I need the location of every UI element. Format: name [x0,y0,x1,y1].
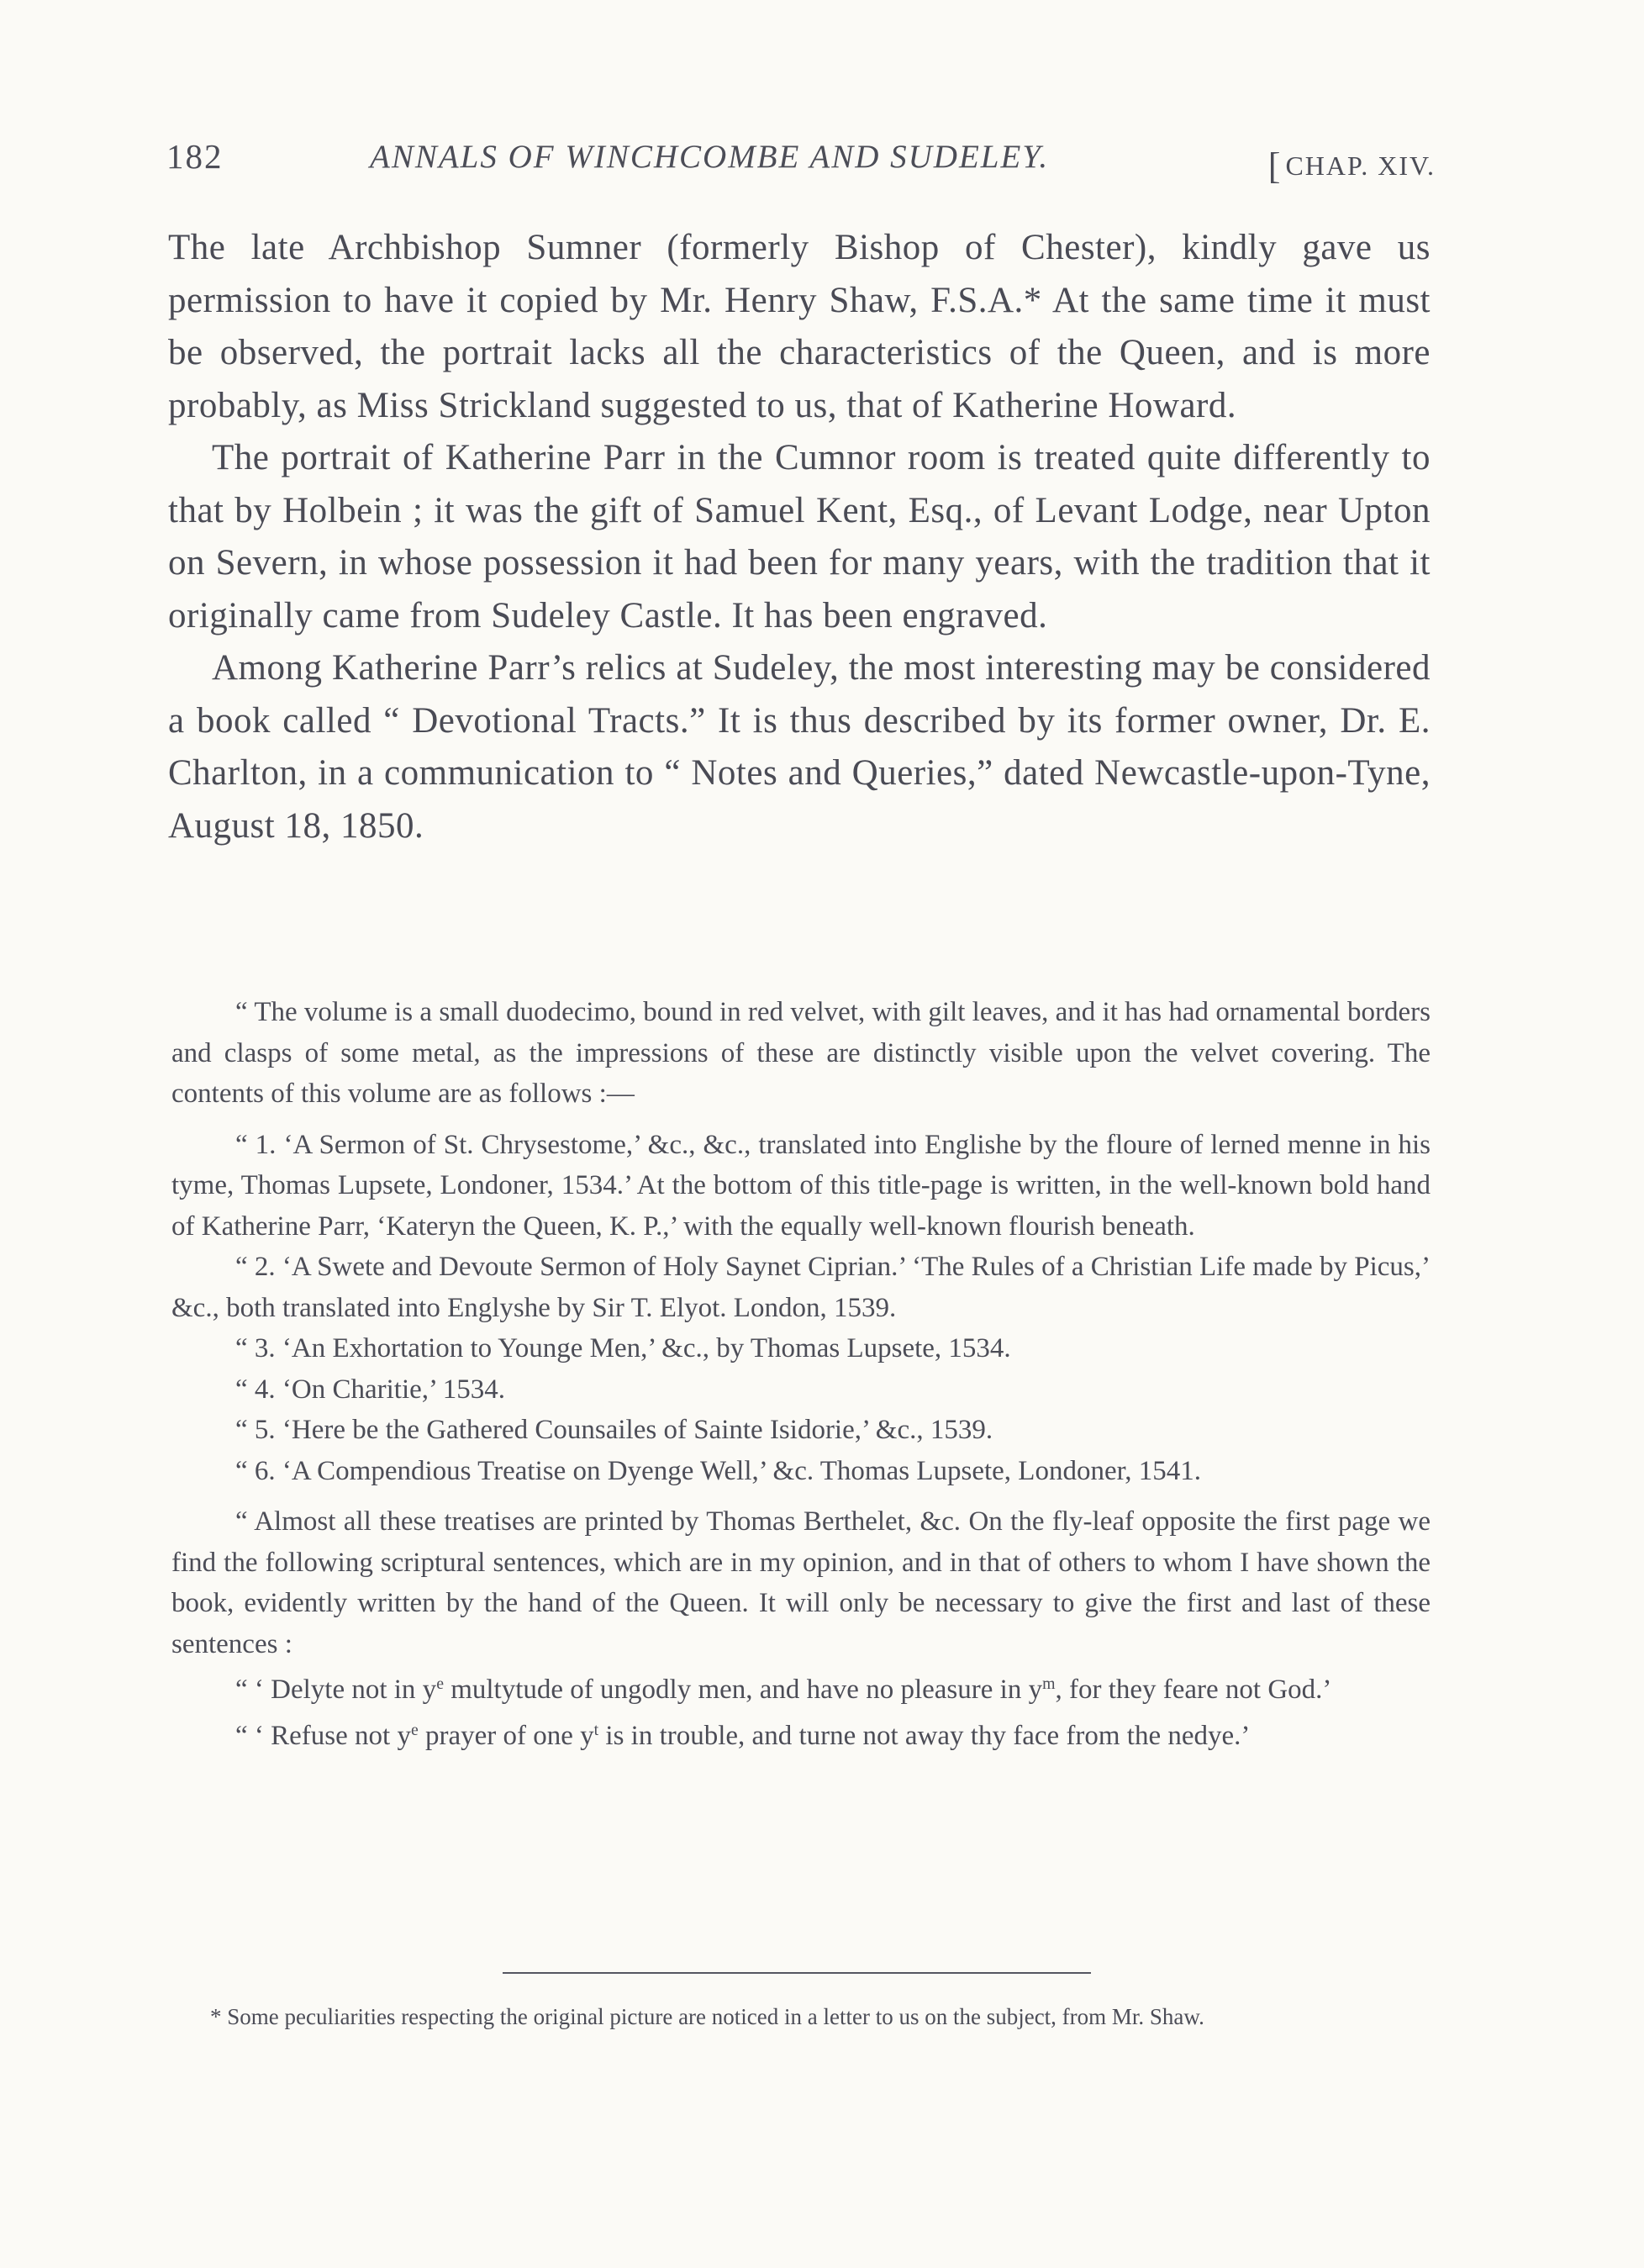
page-header [166,136,1436,187]
quote-item-2: “ 2. ‘A Swete and Devoute Sermon of Holy Saynet Ciprian.’ ‘The Rules of a Christian Life made by Picus,’ &c., both translated into Englyshe by Sir T. Elyot. London, 1539. [171,1252,1431,1323]
sentence-1-part-a: “ ‘ Delyte not in y [235,1675,437,1705]
sentence-2-part-a: “ ‘ Refuse not y [235,1720,411,1751]
page-number: 182 [166,137,224,176]
sentence-2-part-b: prayer of one y [418,1720,594,1751]
sentence-1-part-c: , for they feare not God.’ [1055,1675,1332,1705]
footnote-divider [503,1972,1091,1974]
quote-item-3: “ 3. ‘An Exhortation to Younge Men,’ &c., by Thomas Lupsete, 1534. [235,1333,1011,1363]
quote-volume-description: “ The volume is a small duodecimo, bound in red velvet, with gilt leaves, and it has had ornamental borders and clasps of some metal, as the impressions of these are distinctly visible upon the velvet covering. The contents of this volume are as follows :— [171,997,1431,1109]
quote-sentence-2 [171,1716,1431,1757]
paragraph-relics: Among Katherine Parr’s relics at Sudeley, the most interesting may be considered a book called “ Devotional Tracts.” It is thus described by its former owner, Dr. E. Charlton, in a communication to “ Notes and Queries,” dated Newcastle-upon-Tyne, August 18, 1850. [168,648,1431,846]
chapter-reference [1267,141,1436,187]
superscript: e [436,1675,444,1694]
quote-item-6: “ 6. ‘A Compendious Treatise on Dyenge Well,’ &c. Thomas Lupsete, Londoner, 1541. [235,1455,1202,1486]
superscript: e [410,1720,419,1739]
running-title: ANNALS OF WINCHCOMBE AND SUDELEY. [370,139,1050,175]
quote-item-1: “ 1. ‘A Sermon of St. Chrysestome,’ &c., &c., translated into Englishe by the floure of lerned menne in his tyme, Thomas Lupsete, Londoner, 1534.’ At the bottom of this title-page is written, in the well-known bold hand of Katherine Parr, ‘Kateryn the Queen, K. P.,’ with the equally well-known flourish beneath. [171,1129,1431,1242]
quote-sentence-1 [171,1669,1431,1711]
superscript: t [593,1720,599,1739]
main-text [168,222,1431,852]
chapter-label: CHAP. XIV. [1285,150,1436,181]
sentence-1-part-b: multytude of ungodly men, and have no pleasure in y [443,1675,1043,1705]
quote-item-5: “ 5. ‘Here be the Gathered Counsailes of Sainte Isidorie,’ &c., 1539. [235,1415,993,1445]
chapter-bracket: [ [1267,145,1283,187]
superscript: m [1042,1675,1056,1694]
quote-printers-note: “ Almost all these treatises are printed by Thomas Berthelet, &c. On the fly-leaf opposite the first page we find the following scriptural sentences, which are in my opinion, and in that of others to whom I have shown the book, evidently written by the hand of the Queen. It will only be necessary to give the first and last of these sentences : [171,1506,1431,1659]
block-quote [171,992,1431,1756]
sentence-2-part-c: is in trouble, and turne not away thy face from the nedye.’ [598,1720,1251,1751]
paragraph-archbishop: The late Archbishop Sumner (formerly Bishop of Chester), kindly gave us permission to have it copied by Mr. Henry Shaw, F.S.A.* At the same time it must be observed, the portrait lacks all the characteristics of the Queen, and is more probably, as Miss Strickland suggested to us, that of Katherine Howard. [168,228,1431,425]
quote-item-4: “ 4. ‘On Charitie,’ 1534. [235,1374,506,1405]
footnote: * Some peculiarities respecting the original picture are noticed in a letter to us on the subject, from Mr. Shaw. [210,2004,1204,2029]
paragraph-cumnor-portrait: The portrait of Katherine Parr in the Cumnor room is treated quite differently to that by Holbein ; it was the gift of Samuel Kent, Esq., of Levant Lodge, near Upton on Severn, in whose possession it had been for many years, with the tradition that it originally came from Sudeley Castle. It has been engraved. [168,438,1431,636]
